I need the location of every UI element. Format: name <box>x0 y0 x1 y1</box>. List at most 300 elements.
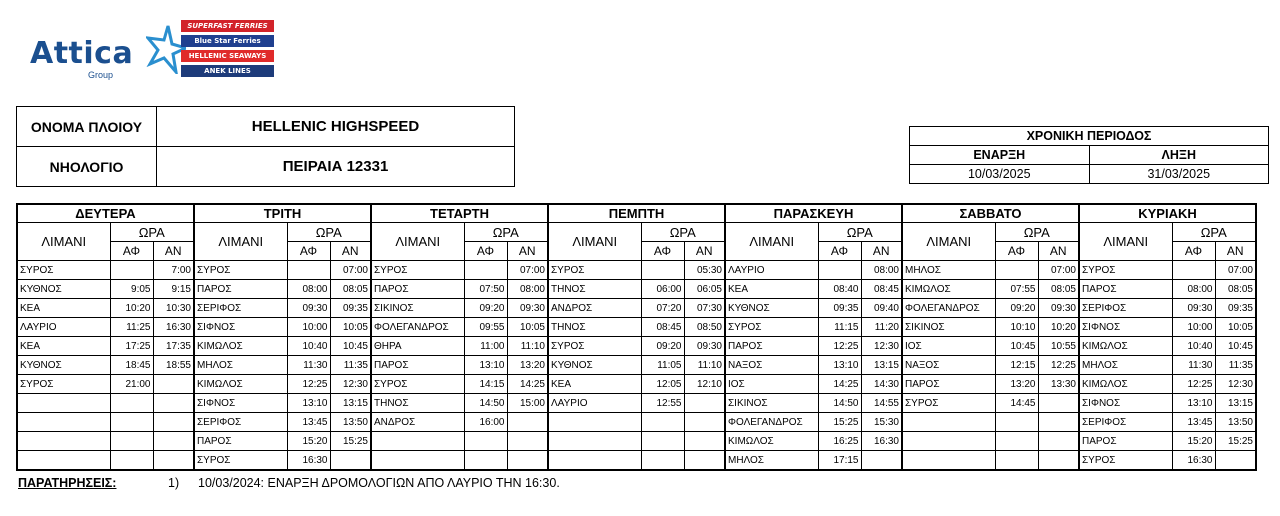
departure-time-cell: 13:15 <box>861 356 902 375</box>
port-cell: ΚΥΘΝΟΣ <box>17 356 110 375</box>
port-cell: ΚΙΜΩΛΟΣ <box>194 375 287 394</box>
port-cell: ΜΗΛΟΣ <box>902 261 995 280</box>
departure-time-cell: 07:00 <box>1038 261 1079 280</box>
arrival-time-cell: 10:00 <box>1172 318 1215 337</box>
arrival-time-cell: 12:05 <box>641 375 684 394</box>
departure-time-cell <box>507 413 548 432</box>
departure-time-cell: 15:30 <box>861 413 902 432</box>
departure-time-cell: 08:45 <box>861 280 902 299</box>
departure-time-cell: 10:45 <box>1215 337 1256 356</box>
arrival-time-cell: 11:25 <box>110 318 153 337</box>
arrival-time-cell: 16:30 <box>1172 451 1215 471</box>
table-row <box>17 318 1256 337</box>
port-cell: ΜΗΛΟΣ <box>725 451 818 471</box>
departure-time-cell <box>330 451 371 471</box>
departure-time-cell <box>1038 451 1079 471</box>
departure-time-cell: 08:00 <box>861 261 902 280</box>
arrival-time-cell: 11:30 <box>287 356 330 375</box>
port-cell: ΠΑΡΟΣ <box>725 337 818 356</box>
port-cell: ΣΥΡΟΣ <box>371 261 464 280</box>
arrival-time-cell: 16:30 <box>287 451 330 471</box>
departure-time-cell: 10:30 <box>153 299 194 318</box>
departure-time-cell: 13:20 <box>507 356 548 375</box>
arrival-time-cell <box>641 432 684 451</box>
departure-time-cell: 13:30 <box>1038 375 1079 394</box>
period-title: ΧΡΟΝΙΚΗ ΠΕΡΙΟΔΟΣ <box>910 127 1269 146</box>
departure-time-cell: 07:00 <box>507 261 548 280</box>
day-header: ΤΕΤΑΡΤΗ <box>371 204 548 223</box>
port-cell: ΣΥΡΟΣ <box>902 394 995 413</box>
arrival-time-cell <box>110 451 153 471</box>
arrival-time-cell: 10:40 <box>287 337 330 356</box>
time-column-header: ΩΡΑ <box>1172 223 1256 242</box>
arrival-time-cell: 16:25 <box>818 432 861 451</box>
superfast-ferries-logo: SUPERFAST FERRIES <box>181 20 274 32</box>
arrival-time-cell <box>995 261 1038 280</box>
ship-name-label: ΟΝΟΜΑ ΠΛΟΙΟΥ <box>17 107 157 147</box>
port-cell: ΤΗΝΟΣ <box>371 394 464 413</box>
departure-time-cell <box>1038 432 1079 451</box>
departure-time-cell: 10:05 <box>330 318 371 337</box>
ship-name-value: HELLENIC HIGHSPEED <box>157 107 515 147</box>
port-cell: ΠΑΡΟΣ <box>1079 432 1172 451</box>
departure-time-cell <box>684 394 725 413</box>
port-cell: ΠΑΡΟΣ <box>371 280 464 299</box>
arrival-time-cell: 16:00 <box>464 413 507 432</box>
departure-time-cell: 07:00 <box>330 261 371 280</box>
port-cell: ΚΥΘΝΟΣ <box>17 280 110 299</box>
departure-time-cell <box>153 432 194 451</box>
port-cell: ΣΥΡΟΣ <box>17 261 110 280</box>
arrival-column-header: ΑΦ <box>818 242 861 261</box>
port-cell: ΑΝΔΡΟΣ <box>548 299 641 318</box>
port-cell: ΣΥΡΟΣ <box>17 375 110 394</box>
port-cell <box>17 451 110 471</box>
arrival-time-cell: 13:20 <box>995 375 1038 394</box>
port-cell: ΚΕΑ <box>548 375 641 394</box>
port-column-header: ΛΙΜΑΝΙ <box>17 223 110 261</box>
arrival-time-cell: 14:50 <box>464 394 507 413</box>
table-row <box>17 280 1256 299</box>
arrival-time-cell: 9:05 <box>110 280 153 299</box>
arrival-time-cell: 13:45 <box>1172 413 1215 432</box>
arrival-time-cell: 08:00 <box>287 280 330 299</box>
arrival-time-cell <box>110 413 153 432</box>
port-cell: ΜΗΛΟΣ <box>1079 356 1172 375</box>
departure-time-cell: 12:30 <box>1215 375 1256 394</box>
arrival-time-cell: 10:40 <box>1172 337 1215 356</box>
arrival-time-cell: 13:10 <box>464 356 507 375</box>
departure-time-cell: 13:50 <box>1215 413 1256 432</box>
port-cell <box>17 394 110 413</box>
time-column-header: ΩΡΑ <box>287 223 371 242</box>
arrival-time-cell <box>995 413 1038 432</box>
registry-label: ΝΗΟΛΟΓΙΟ <box>17 147 157 187</box>
hellenic-seaways-logo: HELLENIC SEAWAYS <box>181 50 274 62</box>
departure-time-cell: 11:10 <box>507 337 548 356</box>
arrival-time-cell: 17:15 <box>818 451 861 471</box>
arrival-time-cell: 06:00 <box>641 280 684 299</box>
departure-time-cell <box>1215 451 1256 471</box>
departure-time-cell: 09:35 <box>330 299 371 318</box>
arrival-time-cell: 11:15 <box>818 318 861 337</box>
table-row <box>17 394 1256 413</box>
port-column-header: ΛΙΜΑΝΙ <box>1079 223 1172 261</box>
port-cell: ΛΑΥΡΙΟ <box>548 394 641 413</box>
departure-column-header: ΑΝ <box>1215 242 1256 261</box>
departure-time-cell: 05:30 <box>684 261 725 280</box>
arrival-time-cell: 15:25 <box>818 413 861 432</box>
arrival-time-cell: 12:25 <box>818 337 861 356</box>
departure-time-cell: 14:25 <box>507 375 548 394</box>
table-row <box>17 413 1256 432</box>
departure-time-cell: 09:30 <box>684 337 725 356</box>
port-cell <box>17 432 110 451</box>
port-cell: ΦΟΛΕΓΑΝΔΡΟΣ <box>902 299 995 318</box>
port-cell: ΣΥΡΟΣ <box>194 451 287 471</box>
departure-time-cell <box>1038 413 1079 432</box>
port-cell: ΑΝΔΡΟΣ <box>371 413 464 432</box>
departure-time-cell: 08:50 <box>684 318 725 337</box>
port-cell: ΠΑΡΟΣ <box>902 375 995 394</box>
arrival-time-cell: 11:30 <box>1172 356 1215 375</box>
port-cell: ΣΕΡΙΦΟΣ <box>194 413 287 432</box>
arrival-time-cell <box>818 261 861 280</box>
departure-time-cell: 10:05 <box>1215 318 1256 337</box>
arrival-time-cell: 14:15 <box>464 375 507 394</box>
port-cell <box>902 413 995 432</box>
blue-star-ferries-logo: Blue Star Ferries <box>181 35 274 47</box>
departure-time-cell: 11:35 <box>1215 356 1256 375</box>
port-cell: ΜΗΛΟΣ <box>194 356 287 375</box>
port-cell: ΚΥΘΝΟΣ <box>548 356 641 375</box>
departure-time-cell <box>507 432 548 451</box>
arrival-time-cell: 07:55 <box>995 280 1038 299</box>
departure-time-cell: 12:25 <box>1038 356 1079 375</box>
port-cell: ΝΑΞΟΣ <box>902 356 995 375</box>
table-row <box>17 432 1256 451</box>
departure-time-cell <box>507 451 548 471</box>
departure-time-cell: 09:35 <box>1215 299 1256 318</box>
arrival-time-cell: 09:20 <box>641 337 684 356</box>
port-column-header: ΛΙΜΑΝΙ <box>548 223 641 261</box>
departure-column-header: ΑΝ <box>861 242 902 261</box>
arrival-time-cell: 12:15 <box>995 356 1038 375</box>
port-cell: ΚΙΜΩΛΟΣ <box>725 432 818 451</box>
port-cell: ΣΙΚΙΝΟΣ <box>725 394 818 413</box>
arrival-time-cell <box>287 261 330 280</box>
departure-time-cell: 13:15 <box>1215 394 1256 413</box>
arrival-time-cell <box>110 432 153 451</box>
day-header: ΠΑΡΑΣΚΕΥΗ <box>725 204 902 223</box>
arrival-time-cell: 08:40 <box>818 280 861 299</box>
port-cell <box>371 451 464 471</box>
port-cell: ΛΑΥΡΙΟ <box>725 261 818 280</box>
arrival-time-cell: 12:55 <box>641 394 684 413</box>
departure-time-cell: 9:15 <box>153 280 194 299</box>
departure-time-cell: 06:05 <box>684 280 725 299</box>
port-cell <box>371 432 464 451</box>
departure-time-cell <box>684 451 725 471</box>
arrival-time-cell: 08:45 <box>641 318 684 337</box>
arrival-time-cell: 14:45 <box>995 394 1038 413</box>
period-end-label: ΛΗΞΗ <box>1089 146 1269 165</box>
port-cell <box>548 451 641 471</box>
day-header: ΣΑΒΒΑΤΟ <box>902 204 1079 223</box>
port-cell: ΛΑΥΡΙΟ <box>17 318 110 337</box>
departure-time-cell: 12:30 <box>861 337 902 356</box>
ship-info-table <box>16 106 515 187</box>
time-column-header: ΩΡΑ <box>641 223 725 242</box>
attica-group-logo <box>30 30 180 90</box>
departure-column-header: ΑΝ <box>507 242 548 261</box>
departure-time-cell <box>1038 394 1079 413</box>
arrival-time-cell: 13:10 <box>1172 394 1215 413</box>
arrival-time-cell: 10:20 <box>110 299 153 318</box>
arrival-time-cell: 15:20 <box>1172 432 1215 451</box>
departure-time-cell: 15:25 <box>1215 432 1256 451</box>
port-cell: ΠΑΡΟΣ <box>1079 280 1172 299</box>
departure-column-header: ΑΝ <box>330 242 371 261</box>
departure-time-cell: 14:55 <box>861 394 902 413</box>
arrival-time-cell <box>995 451 1038 471</box>
departure-time-cell: 09:30 <box>507 299 548 318</box>
port-cell: ΣΙΚΙΝΟΣ <box>371 299 464 318</box>
port-cell: ΚΕΑ <box>17 299 110 318</box>
departure-time-cell: 10:55 <box>1038 337 1079 356</box>
arrival-time-cell: 09:20 <box>995 299 1038 318</box>
arrival-time-cell: 09:35 <box>818 299 861 318</box>
arrival-time-cell: 17:25 <box>110 337 153 356</box>
period-start-label: ΕΝΑΡΞΗ <box>910 146 1090 165</box>
arrival-time-cell: 07:20 <box>641 299 684 318</box>
port-cell: ΣΙΦΝΟΣ <box>194 394 287 413</box>
port-column-header: ΛΙΜΑΝΙ <box>194 223 287 261</box>
port-cell: ΣΙΚΙΝΟΣ <box>902 318 995 337</box>
arrival-time-cell: 11:05 <box>641 356 684 375</box>
arrival-time-cell: 09:30 <box>1172 299 1215 318</box>
period-end-value: 31/03/2025 <box>1089 165 1269 184</box>
arrival-time-cell <box>464 261 507 280</box>
port-cell: ΠΑΡΟΣ <box>194 432 287 451</box>
departure-time-cell <box>684 432 725 451</box>
departure-time-cell <box>861 451 902 471</box>
departure-time-cell <box>153 375 194 394</box>
logo-name: Attica <box>30 36 134 71</box>
port-cell: ΣΥΡΟΣ <box>548 337 641 356</box>
arrival-time-cell: 10:10 <box>995 318 1038 337</box>
anek-lines-logo: ANEK LINES <box>181 65 274 77</box>
port-cell: ΚΙΜΩΛΟΣ <box>1079 337 1172 356</box>
arrival-time-cell: 11:00 <box>464 337 507 356</box>
departure-time-cell: 18:55 <box>153 356 194 375</box>
departure-time-cell: 17:35 <box>153 337 194 356</box>
port-cell: ΚΙΜΩΛΟΣ <box>902 280 995 299</box>
port-cell: ΣΙΦΝΟΣ <box>1079 318 1172 337</box>
time-column-header: ΩΡΑ <box>464 223 548 242</box>
arrival-time-cell <box>464 432 507 451</box>
port-cell: ΣΥΡΟΣ <box>725 318 818 337</box>
arrival-time-cell: 13:10 <box>818 356 861 375</box>
brand-logos <box>181 20 274 80</box>
port-cell: ΚΕΑ <box>725 280 818 299</box>
departure-time-cell: 11:35 <box>330 356 371 375</box>
port-cell <box>17 413 110 432</box>
table-row <box>17 261 1256 280</box>
arrival-time-cell: 08:00 <box>1172 280 1215 299</box>
departure-column-header: ΑΝ <box>684 242 725 261</box>
note-number: 1) <box>168 476 180 490</box>
departure-time-cell: 16:30 <box>861 432 902 451</box>
port-cell: ΝΑΞΟΣ <box>725 356 818 375</box>
departure-time-cell: 11:10 <box>684 356 725 375</box>
port-cell: ΠΑΡΟΣ <box>194 280 287 299</box>
time-column-header: ΩΡΑ <box>110 223 194 242</box>
period-start-value: 10/03/2025 <box>910 165 1090 184</box>
day-header: ΠΕΜΠΤΗ <box>548 204 725 223</box>
arrival-time-cell: 15:20 <box>287 432 330 451</box>
port-cell: ΣΥΡΟΣ <box>1079 261 1172 280</box>
port-cell: ΣΥΡΟΣ <box>1079 451 1172 471</box>
port-cell: ΚΙΜΩΛΟΣ <box>1079 375 1172 394</box>
departure-time-cell: 08:00 <box>507 280 548 299</box>
port-cell <box>548 432 641 451</box>
port-cell: ΣΙΦΝΟΣ <box>194 318 287 337</box>
arrival-time-cell: 14:25 <box>818 375 861 394</box>
port-cell <box>902 451 995 471</box>
arrival-time-cell <box>995 432 1038 451</box>
arrival-time-cell <box>110 261 153 280</box>
notes-label: ΠΑΡΑΤΗΡΗΣΕΙΣ: <box>18 476 117 490</box>
departure-time-cell: 13:15 <box>330 394 371 413</box>
departure-time-cell: 12:10 <box>684 375 725 394</box>
arrival-time-cell: 09:55 <box>464 318 507 337</box>
departure-time-cell: 09:30 <box>1038 299 1079 318</box>
arrival-time-cell <box>641 413 684 432</box>
port-cell: ΦΟΛΕΓΑΝΔΡΟΣ <box>725 413 818 432</box>
arrival-time-cell <box>641 261 684 280</box>
port-cell: ΣΕΡΙΦΟΣ <box>1079 413 1172 432</box>
arrival-time-cell: 12:25 <box>287 375 330 394</box>
arrival-time-cell: 21:00 <box>110 375 153 394</box>
port-cell: ΚΕΑ <box>17 337 110 356</box>
arrival-time-cell: 13:45 <box>287 413 330 432</box>
time-column-header: ΩΡΑ <box>995 223 1079 242</box>
star-icon <box>146 24 186 74</box>
arrival-column-header: ΑΦ <box>287 242 330 261</box>
departure-time-cell: 07:30 <box>684 299 725 318</box>
port-cell: ΣΙΦΝΟΣ <box>1079 394 1172 413</box>
table-row <box>17 375 1256 394</box>
departure-time-cell: 16:30 <box>153 318 194 337</box>
period-table <box>909 126 1269 184</box>
arrival-time-cell: 09:20 <box>464 299 507 318</box>
departure-time-cell: 08:05 <box>1215 280 1256 299</box>
port-cell: ΣΥΡΟΣ <box>548 261 641 280</box>
port-cell <box>902 432 995 451</box>
registry-value: ΠΕΙΡΑΙΑ 12331 <box>157 147 515 187</box>
departure-column-header: ΑΝ <box>1038 242 1079 261</box>
table-row <box>17 451 1256 471</box>
port-cell <box>548 413 641 432</box>
departure-time-cell: 7:00 <box>153 261 194 280</box>
port-cell: ΙΟΣ <box>902 337 995 356</box>
arrival-column-header: ΑΦ <box>641 242 684 261</box>
port-cell: ΘΗΡΑ <box>371 337 464 356</box>
departure-time-cell: 15:25 <box>330 432 371 451</box>
arrival-time-cell: 10:45 <box>995 337 1038 356</box>
arrival-time-cell: 07:50 <box>464 280 507 299</box>
arrival-time-cell <box>110 394 153 413</box>
departure-time-cell: 08:05 <box>1038 280 1079 299</box>
port-cell: ΤΗΝΟΣ <box>548 280 641 299</box>
schedule-table <box>16 203 1257 471</box>
departure-time-cell: 09:40 <box>861 299 902 318</box>
arrival-column-header: ΑΦ <box>110 242 153 261</box>
arrival-time-cell <box>1172 261 1215 280</box>
port-cell: ΦΟΛΕΓΑΝΔΡΟΣ <box>371 318 464 337</box>
port-cell: ΠΑΡΟΣ <box>371 356 464 375</box>
day-header: ΔΕΥΤΕΡΑ <box>17 204 194 223</box>
note-text: 10/03/2024: ΕΝΑΡΞΗ ΔΡΟΜΟΛΟΓΙΩΝ ΑΠΟ ΛΑΥΡΙΟ ΤΗΝ 16:30. <box>198 476 560 490</box>
arrival-column-header: ΑΦ <box>464 242 507 261</box>
departure-column-header: ΑΝ <box>153 242 194 261</box>
port-cell: ΣΕΡΙΦΟΣ <box>194 299 287 318</box>
departure-time-cell: 10:05 <box>507 318 548 337</box>
port-column-header: ΛΙΜΑΝΙ <box>725 223 818 261</box>
day-header: ΤΡΙΤΗ <box>194 204 371 223</box>
arrival-time-cell: 12:25 <box>1172 375 1215 394</box>
departure-time-cell <box>153 413 194 432</box>
departure-time-cell <box>153 394 194 413</box>
port-column-header: ΛΙΜΑΝΙ <box>902 223 995 261</box>
table-row <box>17 356 1256 375</box>
table-row <box>17 299 1256 318</box>
departure-time-cell: 07:00 <box>1215 261 1256 280</box>
day-header: ΚΥΡΙΑΚΗ <box>1079 204 1256 223</box>
port-cell: ΣΕΡΙΦΟΣ <box>1079 299 1172 318</box>
table-row <box>17 337 1256 356</box>
departure-time-cell: 12:30 <box>330 375 371 394</box>
port-cell: ΤΗΝΟΣ <box>548 318 641 337</box>
arrival-time-cell: 13:10 <box>287 394 330 413</box>
arrival-time-cell: 09:30 <box>287 299 330 318</box>
departure-time-cell: 08:05 <box>330 280 371 299</box>
port-cell: ΣΥΡΟΣ <box>194 261 287 280</box>
port-cell: ΚΥΘΝΟΣ <box>725 299 818 318</box>
port-cell: ΣΥΡΟΣ <box>371 375 464 394</box>
arrival-column-header: ΑΦ <box>995 242 1038 261</box>
arrival-time-cell: 18:45 <box>110 356 153 375</box>
departure-time-cell <box>153 451 194 471</box>
port-cell: ΙΟΣ <box>725 375 818 394</box>
departure-time-cell: 10:20 <box>1038 318 1079 337</box>
arrival-time-cell: 10:00 <box>287 318 330 337</box>
departure-time-cell <box>684 413 725 432</box>
arrival-time-cell: 14:50 <box>818 394 861 413</box>
departure-time-cell: 15:00 <box>507 394 548 413</box>
departure-time-cell: 14:30 <box>861 375 902 394</box>
departure-time-cell: 11:20 <box>861 318 902 337</box>
arrival-column-header: ΑΦ <box>1172 242 1215 261</box>
arrival-time-cell <box>641 451 684 471</box>
logo-sub: Group <box>88 70 114 80</box>
port-cell: ΚΙΜΩΛΟΣ <box>194 337 287 356</box>
departure-time-cell: 10:45 <box>330 337 371 356</box>
time-column-header: ΩΡΑ <box>818 223 902 242</box>
arrival-time-cell <box>464 451 507 471</box>
port-column-header: ΛΙΜΑΝΙ <box>371 223 464 261</box>
